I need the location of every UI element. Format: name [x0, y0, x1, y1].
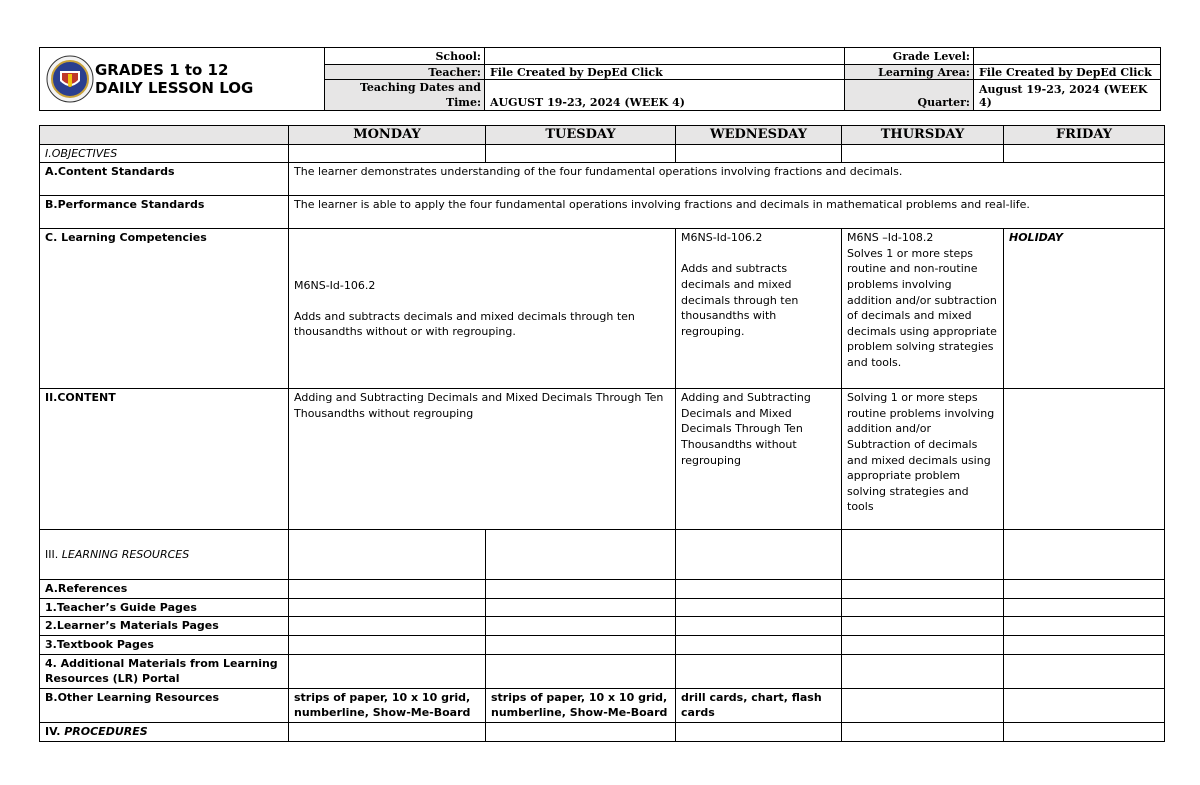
competencies-mon-tue[interactable] — [289, 229, 676, 389]
dates-field[interactable]: AUGUST 19-23, 2024 (WEEK 4) — [485, 80, 845, 111]
competencies-fri[interactable]: HOLIDAY — [1004, 229, 1165, 389]
corner-cell — [40, 126, 289, 145]
other-resources-row — [40, 688, 1165, 722]
comp-wed-text: Adds and subtracts decimals and mixed decimals through ten thousandths with regrouping. — [681, 262, 799, 338]
procedures-wed[interactable] — [676, 722, 842, 741]
comp-mon-code: M6NS-Id-106.2 — [294, 278, 376, 292]
competencies-thu[interactable] — [842, 229, 1004, 389]
school-label: School: — [325, 48, 485, 65]
title-line-2: DAILY LESSON LOG — [95, 79, 254, 97]
references-tue[interactable] — [486, 580, 676, 599]
lm-label: 2.Learner’s Materials Pages — [40, 617, 289, 636]
references-fri[interactable] — [1004, 580, 1165, 599]
resources-tue[interactable] — [486, 530, 676, 580]
other-resources-mon[interactable]: strips of paper, 10 x 10 grid, numberline, Show-Me-Board — [289, 688, 486, 722]
procedures-mon[interactable] — [289, 722, 486, 741]
objectives-label: I.OBJECTIVES — [40, 144, 289, 163]
tb-label: 3.Textbook Pages — [40, 635, 289, 654]
grade-level-label: Grade Level: — [845, 48, 974, 65]
objectives-wed[interactable] — [676, 144, 842, 163]
day-monday: MONDAY — [289, 126, 486, 145]
content-thu[interactable]: Solving 1 or more steps routine problems involving addition and/or Subtraction of decimals and mixed decimals using appropriate problem solving strategies and tools — [842, 389, 1004, 530]
tg-wed[interactable] — [676, 598, 842, 617]
references-mon[interactable] — [289, 580, 486, 599]
learning-area-field[interactable]: File Created by DepEd Click — [974, 65, 1161, 80]
performance-standards-label: B.Performance Standards — [40, 196, 289, 229]
references-row — [40, 580, 1165, 599]
comp-mon-text: Adds and subtracts decimals and mixed decimals through ten thousandths without or with regrouping. — [294, 309, 635, 339]
logo-title-cell — [40, 48, 325, 111]
dates-label-line-2: Time: — [445, 96, 481, 109]
content-fri[interactable] — [1004, 389, 1165, 530]
day-friday: FRIDAY — [1004, 126, 1165, 145]
resources-thu[interactable] — [842, 530, 1004, 580]
days-row — [40, 126, 1165, 145]
quarter-label: Quarter: — [845, 80, 974, 111]
lr-label: 4. Additional Materials from Learning Resources (LR) Portal — [40, 654, 289, 688]
dates-label-line-1: Teaching Dates and — [359, 81, 481, 94]
lr-fri[interactable] — [1004, 654, 1165, 688]
procedures-text: PROCEDURES — [64, 724, 148, 738]
other-resources-tue[interactable]: strips of paper, 10 x 10 grid, numberline, Show-Me-Board — [486, 688, 676, 722]
tb-row — [40, 635, 1165, 654]
lm-row — [40, 617, 1165, 636]
performance-standards-text[interactable]: The learner is able to apply the four fundamental operations involving fractions and decimals in mathematical problems and real-life. — [289, 196, 1165, 229]
resources-label-num: III. — [45, 547, 59, 561]
lm-wed[interactable] — [676, 617, 842, 636]
lr-wed[interactable] — [676, 654, 842, 688]
content-mon-tue[interactable]: Adding and Subtracting Decimals and Mixed Decimals Through Ten Thousandths without regrouping — [289, 389, 676, 530]
other-resources-label: B.Other Learning Resources — [40, 688, 289, 722]
day-tuesday: TUESDAY — [486, 126, 676, 145]
resources-label — [40, 530, 289, 580]
resources-fri[interactable] — [1004, 530, 1165, 580]
procedures-num: IV. — [45, 724, 61, 738]
procedures-label — [40, 722, 289, 741]
objectives-row — [40, 144, 1165, 163]
lesson-log-table — [39, 125, 1165, 742]
content-standards-label: A.Content Standards — [40, 163, 289, 196]
comp-thu-code: M6NS –Id-108.2 — [847, 231, 934, 245]
performance-standards-row — [40, 196, 1165, 229]
content-label: II.CONTENT — [40, 389, 289, 530]
school-field[interactable] — [485, 48, 845, 65]
header-table — [39, 47, 1161, 111]
lm-mon[interactable] — [289, 617, 486, 636]
other-resources-fri[interactable] — [1004, 688, 1165, 722]
tg-mon[interactable] — [289, 598, 486, 617]
competencies-row — [40, 229, 1165, 389]
objectives-fri[interactable] — [1004, 144, 1165, 163]
objectives-mon[interactable] — [289, 144, 486, 163]
content-row — [40, 389, 1165, 530]
lr-row — [40, 654, 1165, 688]
tg-fri[interactable] — [1004, 598, 1165, 617]
references-wed[interactable] — [676, 580, 842, 599]
resources-wed[interactable] — [676, 530, 842, 580]
content-standards-row — [40, 163, 1165, 196]
lr-thu[interactable] — [842, 654, 1004, 688]
comp-wed-code: M6NS-Id-106.2 — [681, 231, 763, 245]
learning-area-label: Learning Area: — [845, 65, 974, 80]
content-standards-text[interactable]: The learner demonstrates understanding of the four fundamental operations involving fractions and decimals. — [289, 163, 1165, 196]
tb-mon[interactable] — [289, 635, 486, 654]
resources-label-text: LEARNING RESOURCES — [61, 547, 190, 561]
procedures-row — [40, 722, 1165, 741]
day-wednesday: WEDNESDAY — [676, 126, 842, 145]
teacher-field[interactable]: File Created by DepEd Click — [485, 65, 845, 80]
lm-thu[interactable] — [842, 617, 1004, 636]
competencies-label: C. Learning Competencies — [40, 229, 289, 389]
tg-row — [40, 598, 1165, 617]
quarter-field[interactable]: August 19-23, 2024 (WEEK 4) — [974, 80, 1161, 111]
tb-wed[interactable] — [676, 635, 842, 654]
dates-label — [325, 80, 485, 111]
title-line-1: GRADES 1 to 12 — [95, 61, 229, 79]
tb-tue[interactable] — [486, 635, 676, 654]
teacher-label: Teacher: — [325, 65, 485, 80]
competencies-wed[interactable] — [676, 229, 842, 389]
dll-title — [95, 61, 253, 97]
tg-tue[interactable] — [486, 598, 676, 617]
resources-row — [40, 530, 1165, 580]
lm-tue[interactable] — [486, 617, 676, 636]
comp-thu-text: Solves 1 or more steps routine and non-routine problems involving addition and/or subtraction of decimals and mixed decimals using appropriate problem solving strategies and tools. — [847, 246, 997, 369]
procedures-tue[interactable] — [486, 722, 676, 741]
lr-tue[interactable] — [486, 654, 676, 688]
tg-thu[interactable] — [842, 598, 1004, 617]
other-resources-wed[interactable]: drill cards, chart, flash cards — [676, 688, 842, 722]
lr-mon[interactable] — [289, 654, 486, 688]
objectives-tue[interactable] — [486, 144, 676, 163]
references-label: A.References — [40, 580, 289, 599]
references-thu[interactable] — [842, 580, 1004, 599]
resources-mon[interactable] — [289, 530, 486, 580]
lm-fri[interactable] — [1004, 617, 1165, 636]
content-wed[interactable]: Adding and Subtracting Decimals and Mixed Decimals Through Ten Thousandths without regrouping — [676, 389, 842, 530]
tg-label: 1.Teacher’s Guide Pages — [40, 598, 289, 617]
procedures-fri[interactable] — [1004, 722, 1165, 741]
deped-seal-icon — [46, 55, 94, 103]
other-resources-thu[interactable] — [842, 688, 1004, 722]
tb-thu[interactable] — [842, 635, 1004, 654]
grade-level-field[interactable] — [974, 48, 1161, 65]
day-thursday: THURSDAY — [842, 126, 1004, 145]
procedures-thu[interactable] — [842, 722, 1004, 741]
objectives-thu[interactable] — [842, 144, 1004, 163]
tb-fri[interactable] — [1004, 635, 1165, 654]
